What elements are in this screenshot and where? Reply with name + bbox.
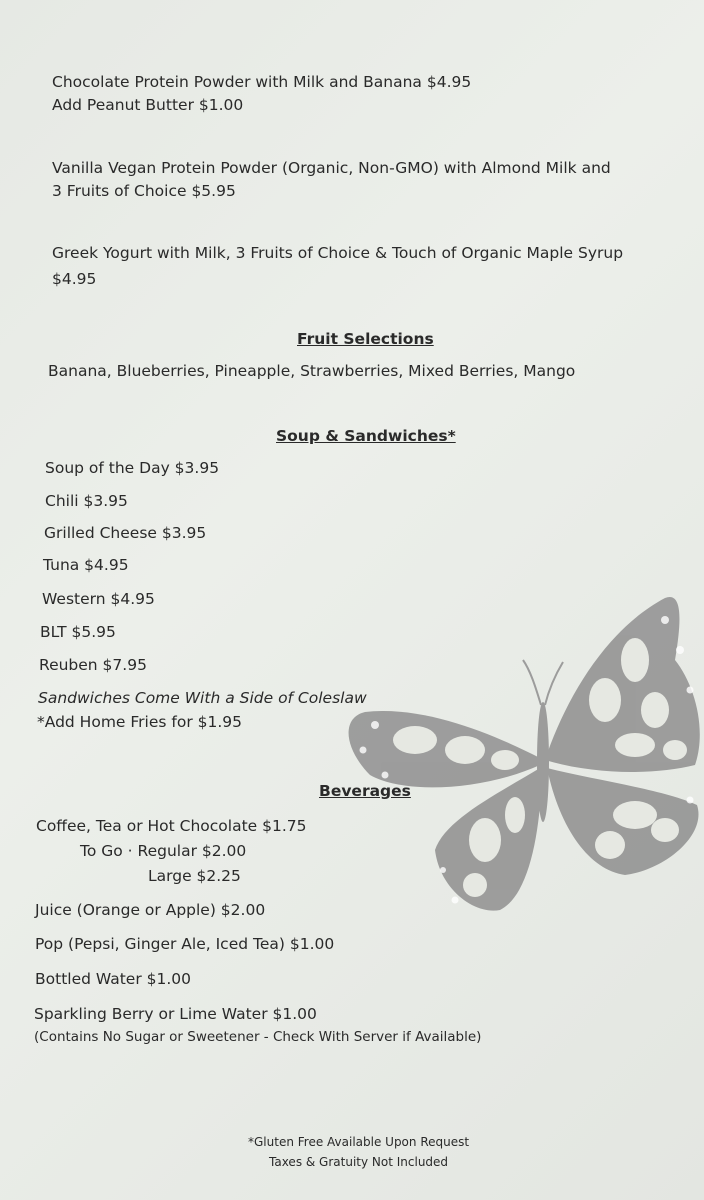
menu-item-chili: Chili $3.95 bbox=[45, 492, 128, 510]
beverages-heading: Beverages bbox=[319, 782, 411, 800]
menu-item-vanilla-vegan-line1: Vanilla Vegan Protein Powder (Organic, Non-GMO) with Almond Milk and bbox=[52, 159, 611, 177]
menu-item-vanilla-vegan-line2: 3 Fruits of Choice $5.95 bbox=[52, 182, 236, 200]
menu-item-western: Western $4.95 bbox=[42, 590, 155, 608]
sandwich-coleslaw-note: Sandwiches Come With a Side of Coleslaw bbox=[38, 689, 367, 707]
taxes-gratuity-note: Taxes & Gratuity Not Included bbox=[269, 1155, 449, 1169]
menu-item-pop: Pop (Pepsi, Ginger Ale, Iced Tea) $1.00 bbox=[35, 935, 335, 953]
menu-item-peanut-butter-addon: Add Peanut Butter $1.00 bbox=[52, 96, 244, 114]
menu-item-coffee-tea-hot-chocolate: Coffee, Tea or Hot Chocolate $1.75 bbox=[36, 817, 307, 835]
menu-item-juice: Juice (Orange or Apple) $2.00 bbox=[35, 901, 266, 919]
menu-item-bottled-water: Bottled Water $1.00 bbox=[35, 970, 191, 988]
gluten-free-note: *Gluten Free Available Upon Request bbox=[248, 1135, 470, 1149]
menu-item-greek-yogurt-line1: Greek Yogurt with Milk, 3 Fruits of Choice & Touch of Organic Maple Syrup bbox=[52, 244, 624, 262]
menu-item-blt: BLT $5.95 bbox=[40, 623, 116, 641]
soup-sandwiches-heading: Soup & Sandwiches* bbox=[276, 427, 456, 445]
menu-item-to-go-regular: To Go · Regular $2.00 bbox=[80, 842, 247, 860]
menu-item-grilled-cheese: Grilled Cheese $3.95 bbox=[44, 524, 207, 542]
menu-item-greek-yogurt-price: $4.95 bbox=[52, 270, 97, 288]
sparkling-water-note: (Contains No Sugar or Sweetener - Check With Server if Available) bbox=[34, 1029, 482, 1045]
menu-item-sparkling-water: Sparkling Berry or Lime Water $1.00 bbox=[34, 1005, 317, 1023]
butterfly-illustration bbox=[335, 590, 704, 920]
fruit-selections-list: Banana, Blueberries, Pineapple, Strawberries, Mixed Berries, Mango bbox=[48, 362, 576, 380]
fruit-selections-heading: Fruit Selections bbox=[297, 330, 434, 348]
menu-item-to-go-large: Large $2.25 bbox=[148, 867, 241, 885]
menu-item-chocolate-protein: Chocolate Protein Powder with Milk and Banana $4.95 bbox=[52, 73, 472, 91]
menu-item-tuna: Tuna $4.95 bbox=[43, 556, 129, 574]
menu-item-soup-of-the-day: Soup of the Day $3.95 bbox=[45, 459, 220, 477]
home-fries-addon-note: *Add Home Fries for $1.95 bbox=[37, 713, 243, 731]
menu-item-reuben: Reuben $7.95 bbox=[39, 656, 147, 674]
